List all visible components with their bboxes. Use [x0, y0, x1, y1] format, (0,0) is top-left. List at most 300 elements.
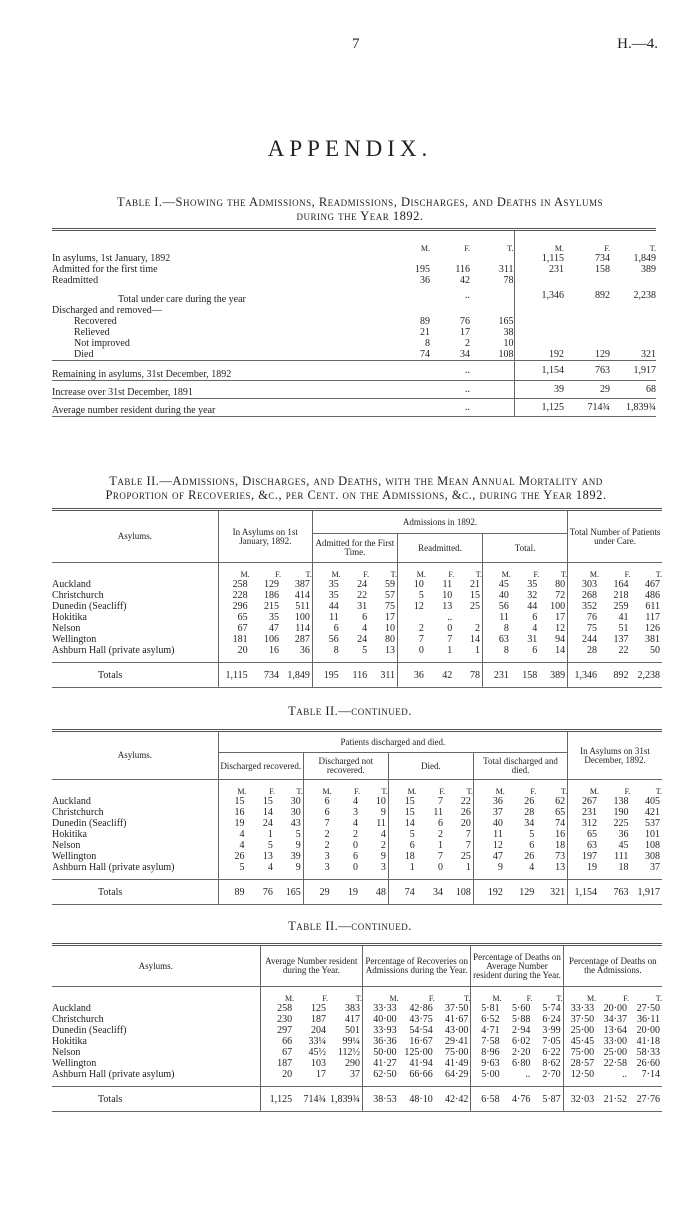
table-cell: 3: [360, 862, 388, 873]
table-cell: 13: [442, 601, 453, 612]
table-cell: 20·00: [603, 1003, 627, 1014]
table-cell: 21·52: [603, 1093, 627, 1105]
table-cell: 1,154: [541, 365, 564, 376]
page-number: 7: [352, 36, 360, 52]
table-cell: 4: [239, 840, 245, 851]
col-recovered: Discharged recovered.: [218, 753, 303, 780]
table-cell: 29: [600, 384, 610, 395]
table-cell: 12: [413, 601, 424, 612]
table-cell: 37: [650, 862, 660, 873]
table-cell: ..: [447, 612, 453, 623]
table-cell: 18: [618, 862, 629, 873]
table-cell: 5: [418, 590, 424, 601]
table-cell: 7: [324, 818, 330, 829]
table-cell: 14: [454, 634, 482, 645]
table-cell: 5: [362, 645, 368, 656]
column-header: F.: [464, 244, 470, 253]
table-cell: 36: [420, 275, 430, 286]
asylum-name: Christchurch: [52, 807, 218, 818]
table-row: [52, 612, 662, 623]
table-cell: 39: [554, 384, 564, 395]
table-cell: [514, 305, 564, 316]
table-cell: 44: [328, 601, 339, 612]
column-header: F.: [275, 570, 281, 579]
table-cell: 2: [352, 829, 358, 840]
table-cell: 1,346: [541, 290, 564, 301]
table-cell: 1,849: [633, 253, 656, 264]
table-cell: 1: [447, 645, 453, 656]
asylum-name: Nelson: [52, 840, 218, 851]
table-cell: 37: [328, 1069, 363, 1080]
table-cell: 501: [328, 1025, 363, 1036]
table-cell: [610, 275, 656, 286]
table-cell: 7·58: [481, 1036, 500, 1047]
table-cell: 14: [262, 807, 273, 818]
table-cell: 763: [595, 365, 610, 376]
table-cell: 62·50: [373, 1069, 397, 1080]
table-cell: 47: [492, 851, 503, 862]
column-header: M.: [407, 787, 417, 796]
table-cell: 40: [492, 818, 503, 829]
table-cell: 311: [369, 663, 397, 688]
column-header: T.: [454, 563, 482, 580]
table-cell: 129: [595, 349, 610, 360]
table-cell: 6: [409, 840, 415, 851]
table-cell: 192: [487, 886, 503, 898]
table-cell: 1,849: [281, 663, 312, 688]
table-cell: [470, 253, 514, 264]
table-cell: 4: [239, 829, 245, 840]
table-cell: 22·58: [603, 1058, 627, 1069]
table-cell: [564, 327, 610, 338]
column-header: T.: [360, 780, 388, 797]
table-cell: 7: [445, 829, 473, 840]
table-cell: 417: [328, 1014, 363, 1025]
table-cell: 35: [268, 612, 279, 623]
table-row: [52, 851, 662, 862]
table-cell: 59: [369, 579, 397, 590]
col-admissions: Admissions in 1892.: [312, 510, 567, 534]
row-label: Total under care during the year: [118, 294, 246, 305]
table-cell: 116: [455, 264, 470, 275]
column-header: T.: [369, 563, 397, 580]
table-cell: 13: [262, 851, 273, 862]
totals-row: [52, 880, 662, 905]
table-cell: 74: [420, 349, 430, 360]
table-cell: 33¼: [308, 1036, 327, 1047]
table-2: [52, 508, 662, 688]
table-cell: 64·29: [435, 1069, 471, 1080]
page-reference: H.—4.: [617, 36, 658, 52]
table-cell: 218: [613, 590, 629, 601]
table-cell: 321: [641, 349, 656, 360]
table-cell: 44: [527, 601, 538, 612]
table-cell: 13·64: [603, 1025, 627, 1036]
table-cell: 17: [316, 1069, 327, 1080]
table-cell: 3: [324, 862, 330, 873]
table-cell: 1,917: [637, 886, 660, 898]
table-cell: 228: [232, 590, 248, 601]
table-cell: 511: [281, 601, 312, 612]
table-cell: 1: [445, 862, 473, 873]
table-cell: 2: [454, 623, 482, 634]
table-cell: 65: [237, 612, 248, 623]
col-in-asylums-dec: In Asylums on 31st December, 1892.: [568, 731, 662, 780]
table-cell: 290: [328, 1058, 363, 1069]
table-cell: 4: [352, 818, 358, 829]
table-cell: 1: [409, 862, 415, 873]
table-cell: 33·00: [603, 1036, 627, 1047]
table-cell: 28: [524, 807, 535, 818]
table-row: [52, 807, 662, 818]
table1-row: [52, 399, 656, 417]
table-cell: 7: [438, 851, 444, 862]
table-cell: 26: [524, 851, 535, 862]
row-label: Died: [74, 349, 94, 360]
row-label: Remaining in asylums, 31st December, 1892: [52, 369, 232, 380]
row-label: Discharged and removed—: [52, 305, 162, 316]
table-cell: 13: [536, 862, 567, 873]
table-cell: 31: [527, 634, 538, 645]
table-cell: 20: [282, 1069, 293, 1080]
table-cell: 75: [587, 623, 598, 634]
row-label: Increase over 31st December, 1891: [52, 387, 193, 398]
table-cell: 106: [263, 634, 279, 645]
table-cell: 8: [425, 338, 430, 349]
table-cell: 244: [582, 634, 598, 645]
table-cell: 27·76: [636, 1093, 660, 1105]
table-cell: 34: [433, 886, 444, 898]
table-cell: 6: [362, 612, 368, 623]
table-cell: 26·60: [636, 1058, 660, 1069]
column-header: M.: [284, 994, 295, 1003]
table-cell: 33·93: [373, 1025, 397, 1036]
table-cell: 126: [645, 623, 660, 634]
column-header: T.: [655, 787, 662, 796]
table-cell: 43·75: [409, 1014, 433, 1025]
table2-caption: Table II.—Admissions, Discharges, and Deaths, with the Mean Annual Mortality and Proportion of Recoveries, &c., per Cent. on the Admissions, &c., during the Year 1892.: [105, 474, 607, 502]
table-cell: 65: [587, 829, 598, 840]
table-cell: 116: [352, 669, 368, 681]
table-cell: 14: [539, 645, 567, 656]
column-header: F.: [354, 787, 360, 796]
table1-row: [52, 305, 656, 316]
table-cell: 40·00: [373, 1014, 397, 1025]
col-asylums: Asylums.: [52, 945, 260, 987]
column-header: M.: [492, 994, 502, 1003]
table-cell: 108: [645, 840, 660, 851]
table-cell: 76: [460, 316, 470, 327]
table-cell: 50·00: [373, 1047, 397, 1058]
table-cell: 75·00: [435, 1047, 471, 1058]
table-cell: 17: [369, 612, 397, 623]
table-cell: 29: [319, 886, 330, 898]
row-label: Average number resident during the year: [52, 405, 216, 416]
table-cell: 5: [529, 829, 535, 840]
row-label: Relieved: [74, 327, 110, 338]
table-cell: 57: [369, 590, 397, 601]
table-cell: 101: [645, 829, 660, 840]
table-cell: 89: [234, 886, 245, 898]
table-cell: [470, 381, 514, 399]
table-cell: 45: [618, 840, 629, 851]
table-cell: 0: [352, 840, 358, 851]
table-cell: 181: [232, 634, 248, 645]
col-total: Total.: [483, 534, 568, 563]
table-cell: 486: [645, 590, 660, 601]
col-pct-deaths-admissions: Percentage of Deaths on the Admissions.: [563, 945, 662, 987]
table-cell: 195: [415, 264, 430, 275]
table-cell: 68: [646, 384, 656, 395]
column-header: M.: [416, 570, 426, 579]
table1-header-row: [52, 230, 656, 254]
table-cell: 25: [445, 851, 473, 862]
table-cell: 27·50: [636, 1003, 660, 1014]
table-cell: 2·20: [512, 1047, 531, 1058]
table-row: [52, 1036, 662, 1047]
table-cell: 6·58: [481, 1093, 500, 1105]
table-cell: 2·70: [532, 1069, 563, 1080]
row-label: Recovered: [74, 316, 117, 327]
table-cell: 287: [281, 634, 312, 645]
table-cell: 7·05: [532, 1036, 563, 1047]
column-header: F.: [439, 787, 446, 796]
table-cell: 192: [549, 349, 564, 360]
table-cell: 94: [539, 634, 567, 645]
table-cell: 67: [282, 1047, 293, 1058]
table-cell: [470, 305, 514, 316]
col-not-recovered: Discharged not recovered.: [303, 753, 388, 780]
table-row: [52, 862, 662, 873]
table-cell: 9: [360, 851, 388, 862]
table-cell: 1,115: [541, 253, 564, 264]
table-cell: 734: [595, 253, 610, 264]
table-cell: 10: [360, 796, 388, 807]
asylum-name: Wellington: [52, 1058, 260, 1069]
table-cell: 6: [352, 851, 358, 862]
table-cell: 11: [433, 807, 444, 818]
column-header: M.: [586, 994, 597, 1003]
table-cell: 42·42: [435, 1087, 471, 1112]
table-cell: 6·80: [512, 1058, 531, 1069]
table-cell: 72: [539, 590, 567, 601]
table-cell: 125·00: [404, 1047, 433, 1058]
table-cell: [564, 338, 610, 349]
table1-row: [52, 381, 656, 399]
column-header: T.: [539, 563, 567, 580]
table-cell: 63: [498, 634, 509, 645]
table-cell: 258: [277, 1003, 293, 1014]
table-cell: 30: [275, 796, 303, 807]
col-discharged-died: Patients discharged and died.: [218, 731, 567, 753]
table-cell: 47: [268, 623, 279, 634]
table-cell: 12·50: [570, 1069, 595, 1080]
appendix-title: APPENDIX.: [267, 136, 433, 161]
table-cell: 41·67: [435, 1014, 471, 1025]
table-cell: 7: [438, 796, 444, 807]
table-cell: 37·50: [435, 1003, 471, 1014]
table-row: [52, 601, 662, 612]
table-cell: 225: [613, 818, 629, 829]
column-header: M.: [495, 787, 505, 796]
table-cell: 1,839¾: [328, 1087, 363, 1112]
table-cell: 24: [262, 818, 273, 829]
table-cell: 58·33: [636, 1047, 660, 1058]
table-cell: 78: [470, 275, 514, 286]
table-cell: 8·62: [532, 1058, 563, 1069]
table-cell: 3·99: [532, 1025, 563, 1036]
asylum-name: Totals: [52, 1087, 260, 1112]
table-cell: [430, 253, 470, 264]
table-cell: 66·66: [409, 1069, 433, 1080]
column-header: T.: [281, 563, 312, 580]
table-cell: 16: [268, 645, 279, 656]
column-header: T.: [328, 987, 363, 1004]
col-readmitted: Readmitted.: [397, 534, 482, 563]
table-cell: 5·87: [532, 1087, 563, 1112]
table-2-continued: [52, 729, 662, 905]
table-cell: 8: [503, 645, 509, 656]
table-cell: 15: [404, 796, 415, 807]
table-cell: 2: [360, 840, 388, 851]
table-cell: 76: [262, 886, 273, 898]
totals-row: [52, 1087, 662, 1112]
table-cell: 12: [539, 623, 567, 634]
table-cell: 108: [470, 349, 514, 361]
table-cell: 9·63: [481, 1058, 500, 1069]
table-cell: 138: [613, 796, 629, 807]
column-header: F.: [363, 570, 370, 579]
table-cell: 11: [329, 612, 339, 623]
table-cell: 3: [352, 807, 358, 818]
table-cell: [397, 612, 425, 623]
table-cell: [610, 327, 656, 338]
table-cell: 231: [493, 669, 509, 681]
asylum-name: Hokitika: [52, 829, 218, 840]
table-cell: 6: [529, 840, 535, 851]
table1-row: [52, 361, 656, 381]
table-cell: 15: [404, 807, 415, 818]
table-cell: 0: [438, 862, 444, 873]
table-cell: 43·00: [435, 1025, 471, 1036]
table-cell: 7: [418, 634, 424, 645]
table-cell: 6: [324, 796, 330, 807]
table-cell: 2: [418, 623, 424, 634]
table-cell: [514, 275, 564, 286]
column-header: F.: [530, 787, 537, 796]
table-cell: 6·02: [512, 1036, 531, 1047]
table-cell: 0: [418, 645, 424, 656]
table-cell: 25·00: [570, 1025, 595, 1036]
table-cell: 8: [333, 645, 339, 656]
table-cell: 537: [645, 818, 660, 829]
table-cell: 2: [438, 829, 444, 840]
table-cell: 22: [618, 645, 629, 656]
row-label: Admitted for the first time: [52, 264, 158, 275]
table-cell: 312: [582, 818, 598, 829]
col-first-time: Admitted for the First Time.: [312, 534, 397, 563]
table-cell: 2: [324, 840, 330, 851]
table-cell: 1: [267, 829, 273, 840]
asylum-name: Auckland: [52, 579, 218, 590]
table-cell: 103: [311, 1058, 327, 1069]
table1-row: [52, 338, 656, 349]
column-header: F.: [624, 787, 631, 796]
table-cell: 190: [613, 807, 629, 818]
table-cell: 8: [503, 623, 509, 634]
table-cell: 2,238: [637, 669, 660, 681]
col-total-discharged: Total discharged and died.: [473, 753, 567, 780]
table-cell: 5: [239, 862, 245, 873]
col-asylums: Asylums.: [52, 510, 218, 563]
column-header: M.: [554, 244, 564, 253]
table-cell: 467: [645, 579, 660, 590]
table-cell: ..: [465, 384, 470, 395]
table-cell: 892: [595, 290, 610, 301]
asylum-name: Dunedin (Seacliff): [52, 601, 218, 612]
table-cell: 297: [277, 1025, 293, 1036]
table-cell: 36·36: [373, 1036, 397, 1047]
table-cell: 45½: [308, 1047, 327, 1058]
column-header: M.: [331, 570, 341, 579]
table-cell: [388, 253, 430, 264]
table-cell: 54·54: [409, 1025, 433, 1036]
table-cell: 1,125: [269, 1093, 293, 1105]
table-cell: 734: [263, 669, 279, 681]
table-cell: 48·10: [409, 1093, 433, 1105]
table-cell: [388, 399, 430, 417]
table-cell: 0: [447, 623, 453, 634]
table-cell: 78: [454, 663, 482, 688]
table-cell: [388, 381, 430, 399]
table-cell: 383: [328, 1003, 363, 1014]
table-cell: 187: [311, 1014, 327, 1025]
table-row: [52, 829, 662, 840]
table-row: [52, 1003, 662, 1014]
column-header: F.: [533, 570, 540, 579]
table-cell: 2: [324, 829, 330, 840]
table-cell: 125: [311, 1003, 327, 1014]
column-header: M.: [389, 994, 399, 1003]
column-header: T.: [655, 570, 662, 579]
table-row: [52, 1025, 662, 1036]
table-cell: 296: [232, 601, 248, 612]
table-cell: 75·00: [570, 1047, 595, 1058]
table-cell: [470, 399, 514, 417]
table-cell: 112½: [328, 1047, 363, 1058]
table-cell: 763: [613, 886, 629, 898]
table-cell: [564, 316, 610, 327]
table-cell: ..: [465, 365, 470, 376]
asylum-name: Nelson: [52, 1047, 260, 1058]
table-cell: 24: [357, 634, 368, 645]
table-cell: 48: [360, 880, 388, 905]
table-cell: 129: [519, 886, 535, 898]
table-cell: 14: [404, 818, 415, 829]
table-cell: 26: [524, 796, 535, 807]
table-cell: 10: [470, 338, 514, 349]
table1-row: [52, 264, 656, 275]
table-cell: 387: [281, 579, 312, 590]
col-pct-recoveries: Percentage of Recoveries on Admissions during the Year.: [363, 945, 471, 987]
table-cell: 215: [263, 601, 279, 612]
table-cell: 15: [262, 796, 273, 807]
column-header: T.: [275, 780, 303, 797]
table-cell: 9: [360, 807, 388, 818]
table-row: [52, 818, 662, 829]
mft-row: [52, 780, 662, 797]
mft-row: [52, 987, 662, 1004]
